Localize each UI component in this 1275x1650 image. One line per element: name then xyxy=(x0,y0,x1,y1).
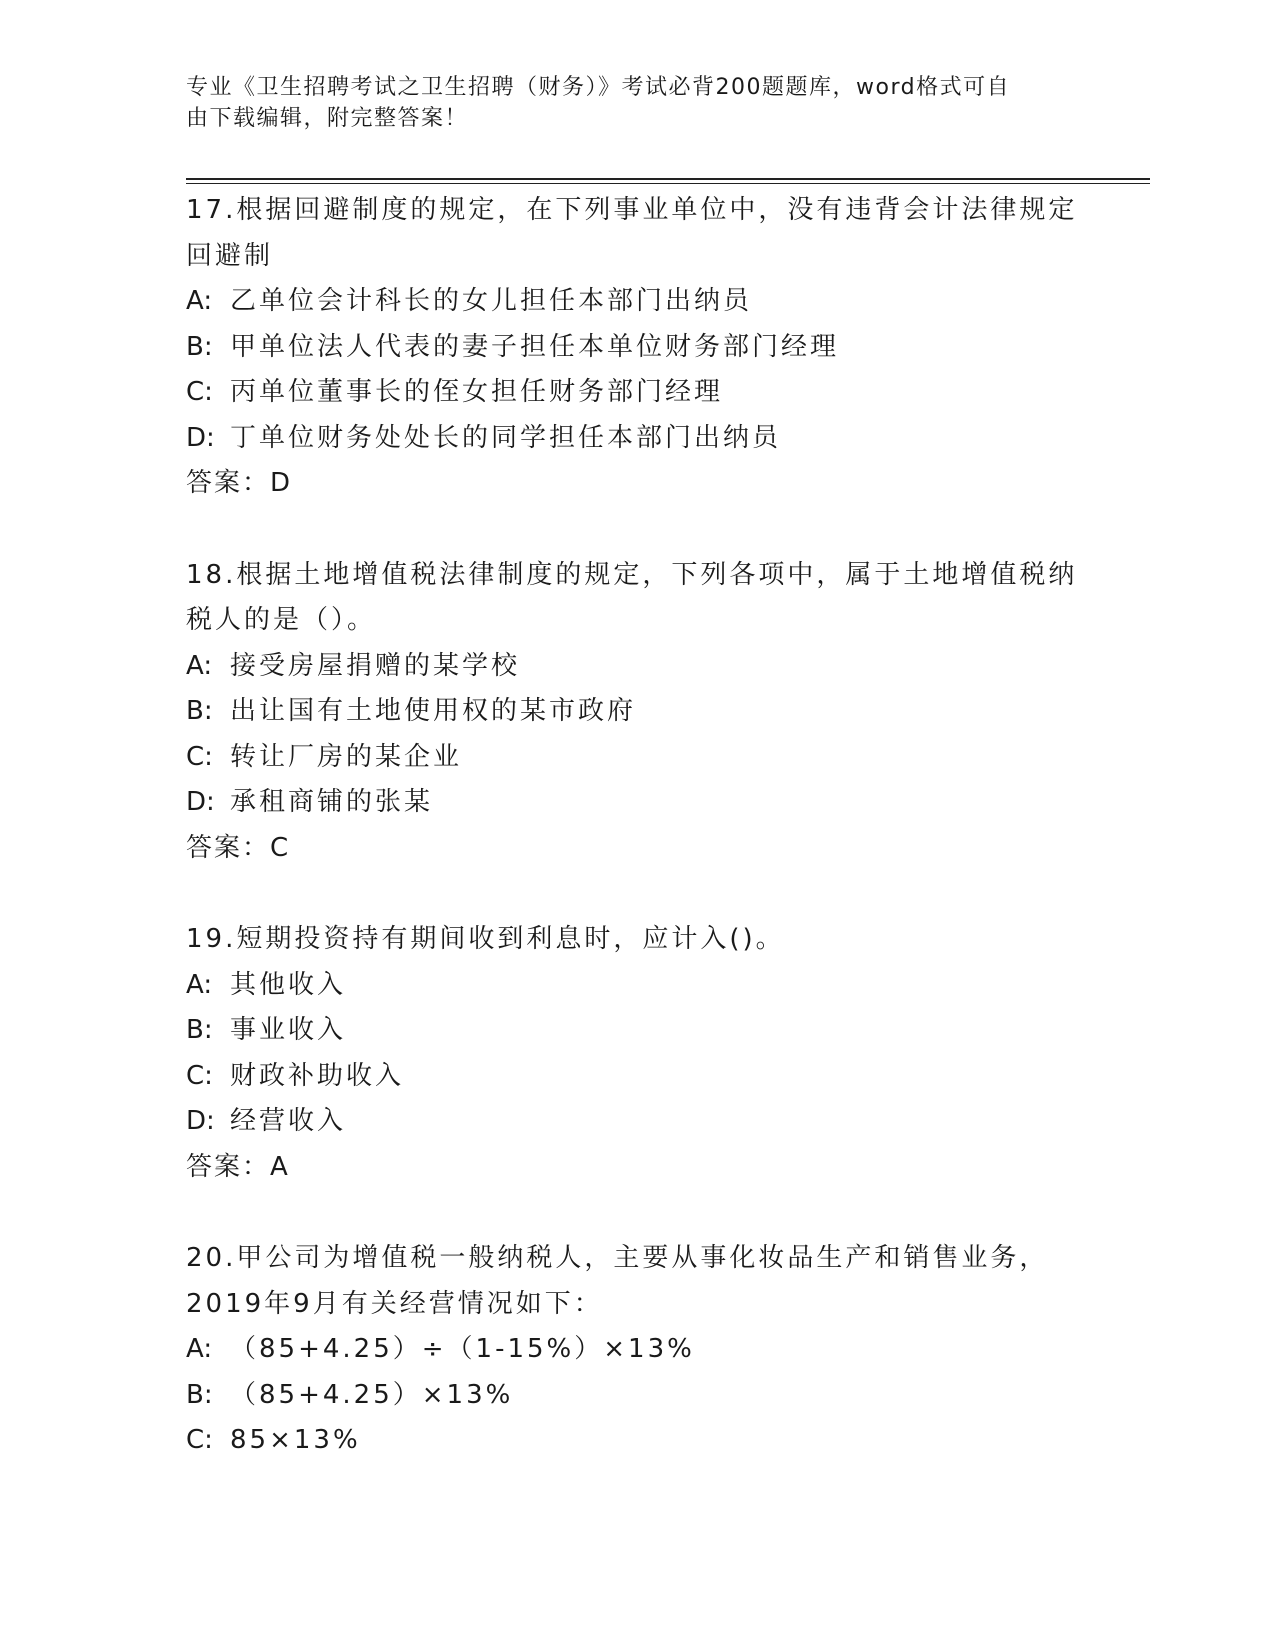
answer-label: 答案： xyxy=(186,832,271,863)
header-line-2: 由下载编辑，附完整答案！ xyxy=(186,106,469,131)
option-d xyxy=(186,1099,1086,1145)
option-text: 事业收入 xyxy=(230,1015,347,1045)
question-list xyxy=(186,188,1086,1510)
question-stem-line: 20.甲公司为增值税一般纳税人，主要从事化妆品生产和销售业务， xyxy=(186,1243,1049,1273)
header-rule-thin xyxy=(186,183,1150,184)
option-c xyxy=(186,370,1086,416)
option-text: 乙单位会计科长的女儿担任本部门出纳员 xyxy=(230,286,753,316)
option-key: A: xyxy=(186,1334,213,1364)
option-key: D: xyxy=(186,787,215,817)
question-stem-line: 17.根据回避制度的规定，在下列事业单位中，没有违背会计法律规定 xyxy=(186,195,1078,225)
option-c xyxy=(186,1054,1086,1100)
header-line-1: 专业《卫生招聘考试之卫生招聘（财务）》考试必背200题题库，word格式可自 xyxy=(186,75,1011,100)
option-text: 承租商铺的张某 xyxy=(230,787,434,817)
option-key: B: xyxy=(186,1379,213,1410)
option-key: C: xyxy=(186,741,213,772)
option-key: B: xyxy=(186,696,213,726)
option-b xyxy=(186,1373,1086,1419)
answer-value: D xyxy=(270,468,293,498)
answer xyxy=(186,1145,1086,1191)
option-key: D: xyxy=(186,1106,215,1136)
option-key: C: xyxy=(186,377,213,407)
option-key: A: xyxy=(186,969,213,1000)
option-text: 转让厂房的某企业 xyxy=(230,741,463,772)
answer xyxy=(186,461,1086,507)
question-stem-line: 19.短期投资持有期间收到利息时，应计入()。 xyxy=(186,924,785,954)
question-18 xyxy=(186,553,1086,872)
option-d xyxy=(186,416,1086,462)
option-text: 85×13% xyxy=(230,1425,361,1455)
option-key: C: xyxy=(186,1060,213,1091)
option-key: D: xyxy=(186,422,215,453)
option-a xyxy=(186,644,1086,690)
question-stem-line: 18.根据土地增值税法律制度的规定，下列各项中，属于土地增值税纳 xyxy=(186,559,1078,590)
option-text: 丁单位财务处处长的同学担任本部门出纳员 xyxy=(230,422,782,453)
option-key: B: xyxy=(186,1015,213,1045)
option-text: 其他收入 xyxy=(230,969,347,1000)
option-text: 接受房屋捐赠的某学校 xyxy=(230,650,521,681)
option-a xyxy=(186,963,1086,1009)
option-c xyxy=(186,1418,1086,1464)
option-text: 经营收入 xyxy=(230,1106,347,1136)
option-d xyxy=(186,780,1086,826)
question-stem-line: 2019年9月有关经营情况如下： xyxy=(186,1288,603,1319)
answer-label: 答案： xyxy=(186,1151,271,1182)
option-a xyxy=(186,1327,1086,1373)
question-17 xyxy=(186,188,1086,507)
option-text: 出让国有土地使用权的某市政府 xyxy=(230,696,637,726)
option-b xyxy=(186,325,1086,371)
option-key: A: xyxy=(186,286,213,316)
option-text: 甲单位法人代表的妻子担任本单位财务部门经理 xyxy=(230,331,840,362)
option-b xyxy=(186,689,1086,735)
option-key: A: xyxy=(186,650,213,681)
question-20 xyxy=(186,1236,1086,1464)
option-key: C: xyxy=(186,1425,213,1455)
answer-value: A xyxy=(270,1151,290,1182)
option-a xyxy=(186,279,1086,325)
option-b xyxy=(186,1008,1086,1054)
option-text: 财政补助收入 xyxy=(230,1060,405,1091)
option-text: （85+4.25）÷（1-15%）×13% xyxy=(230,1334,695,1364)
question-19 xyxy=(186,917,1086,1190)
option-text: 丙单位董事长的侄女担任财务部门经理 xyxy=(230,377,724,407)
answer-value: C xyxy=(270,832,291,863)
document-header xyxy=(186,72,1066,134)
answer-label: 答案： xyxy=(186,468,271,498)
option-key: B: xyxy=(186,331,213,362)
question-stem-line: 回避制 xyxy=(186,240,274,271)
option-text: （85+4.25）×13% xyxy=(230,1379,514,1410)
header-rule-thick xyxy=(186,178,1150,180)
question-stem-line: 税人的是（）。 xyxy=(186,605,377,635)
answer xyxy=(186,826,1086,872)
option-c xyxy=(186,735,1086,781)
